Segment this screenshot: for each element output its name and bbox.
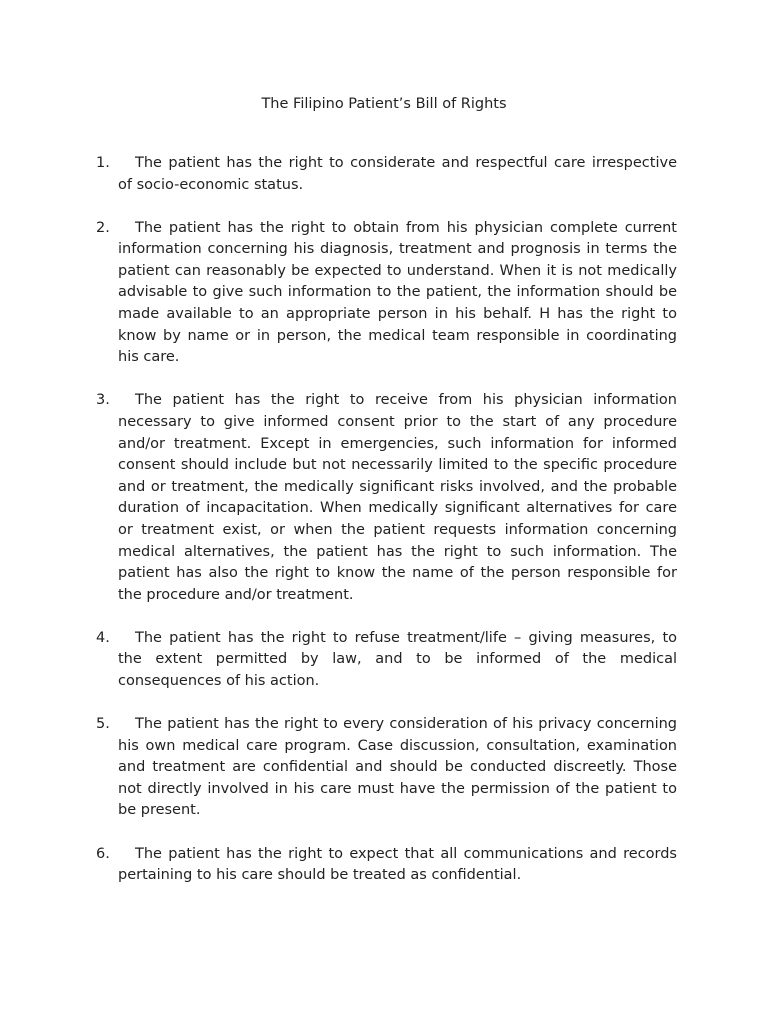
item-number: 5. xyxy=(96,716,110,733)
item-number: 1. xyxy=(96,155,110,171)
item-text: The patient has the right to receive from his physician information necessary to give informed consent prior to the start of any procedure and/or treatment. Except in emergencies, such information for informed consent should include but not necessarily limited to the specific procedure and or treatment, the medically significant risks involved, and the probable duration of incapacitation. When medically significant alternatives for care or treatment exist, or when the patient requests information concerning medical alternatives, the patient has the right to such information. The patient has also the right to know the name of the person responsible for the procedure and/or treatment. xyxy=(118,392,677,603)
item-number: 2. xyxy=(96,219,110,236)
rights-list xyxy=(96,153,677,908)
list-item xyxy=(96,714,677,822)
item-number: 3. xyxy=(96,392,110,409)
item-text: The patient has the right to refuse treatment/life – giving measures, to the extent permitted by law, and to be informed of the medical consequences of his action. xyxy=(118,629,677,689)
list-item xyxy=(96,628,677,693)
item-text: The patient has the right to obtain from his physician complete current information concerning his diagnosis, treatment and prognosis in terms the patient can reasonably be expected to understand. When it is not medically advisable to give such information to the patient, the information should be made available to an appropriate person in his behalf. H has the right to know by name or in person, the medical team responsible in coordinating his care. xyxy=(118,219,677,366)
item-number: 6. xyxy=(96,845,110,862)
page-title: The Filipino Patient’s Bill of Rights xyxy=(261,96,507,112)
item-text: The patient has the right to considerate and respectful care irrespective of socio-economic status. xyxy=(118,155,677,193)
item-text: The patient has the right to every consideration of his privacy concerning his own medical care program. Case discussion, consultation, examination and treatment are confidential and should be conducted discreetly. Those not directly involved in his care must have the permission of the patient to be present. xyxy=(118,716,677,819)
list-item xyxy=(96,218,677,369)
list-item xyxy=(96,390,677,606)
item-text: The patient has the right to expect that all communications and records pertaining to his care should be treated as confidential. xyxy=(118,845,677,884)
item-number: 4. xyxy=(96,629,110,646)
list-item xyxy=(96,844,677,887)
list-item xyxy=(96,153,677,196)
